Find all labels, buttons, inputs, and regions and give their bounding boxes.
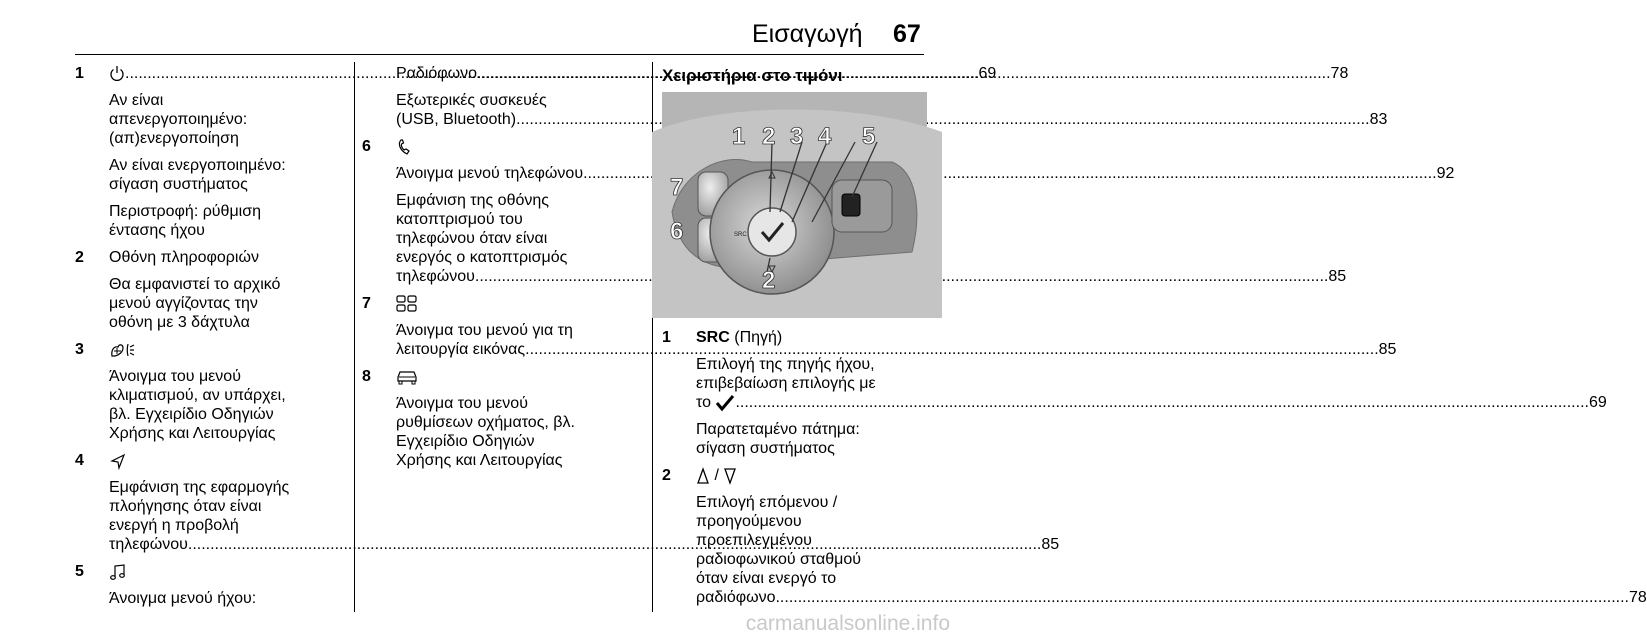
music-note-icon [109, 562, 127, 581]
wheel-label-2: 2 [762, 123, 776, 150]
toc-entry[interactable] [696, 393, 1607, 412]
item-number: 1 [662, 329, 671, 346]
text-line: βλ. Εγχειρίδιο Οδηγιών [109, 406, 274, 423]
page-ref: 69 [978, 65, 997, 82]
watermark: carmanualsonline.info [745, 612, 950, 635]
text-line: Εξωτερικές συσκευές [396, 92, 547, 109]
text-line: ενεργός ο κατοπτρισμός [396, 249, 568, 266]
item-number: 6 [362, 138, 371, 155]
phone-icon [396, 137, 412, 156]
item-1-desc-2 [109, 156, 347, 194]
text-line: Αν είναι ενεργοποιημένο: [109, 157, 286, 174]
column-divider-1 [354, 62, 355, 612]
text-line: Εμφάνιση της οθόνης [396, 192, 549, 209]
text-line: απενεργοποιημένο: [109, 111, 248, 128]
text-line: Θα εμφανιστεί το αρχικό [109, 276, 281, 293]
text-line: προεπιλεγμένου [696, 532, 812, 549]
down-triangle-icon [723, 467, 737, 484]
header-rule [75, 54, 924, 55]
apps-grid-icon [396, 294, 418, 313]
text-line: ρυθμίσεων οχήματος, βλ. [396, 414, 575, 431]
entry-text: ραδιόφωνο [696, 589, 776, 606]
external-devices-entry[interactable] [396, 91, 1388, 129]
page-ref: 78 [1628, 589, 1647, 606]
wheel-label-7: 7 [670, 174, 684, 201]
text-line: (απ)ενεργοποίηση [109, 130, 239, 147]
text-line: οθόνη με 3 δάχτυλα [109, 314, 250, 331]
wheel-label-5: 5 [862, 123, 876, 150]
item-number: 1 [75, 65, 84, 82]
text-line: Χρήσης και Λειτουργίας [396, 452, 563, 469]
item-1-desc-3 [109, 202, 347, 240]
text-line: πλοήγησης όταν είναι [109, 498, 262, 515]
car-icon [396, 367, 418, 386]
text-line: έντασης ήχου [109, 222, 205, 239]
legend-item-1-desc [696, 355, 1607, 412]
climate-icon [109, 340, 137, 359]
item-6 [362, 137, 635, 156]
item-number: 2 [662, 467, 671, 484]
page-ref: 92 [1436, 165, 1455, 182]
text-line: όταν είναι ενεργό το [696, 570, 837, 587]
navigation-icon [109, 451, 127, 470]
text-line: Εμφάνιση της εφαρμογής [109, 479, 290, 496]
text-line: ραδιοφωνικού σταθμού [696, 551, 862, 568]
text-line: προηγούμενου [696, 513, 802, 530]
page-ref: 78 [1330, 65, 1349, 82]
text-line: μενού αγγίζοντας την [109, 295, 258, 312]
item-3-desc [109, 367, 347, 443]
src-button-label: SRC [734, 232, 747, 238]
text-line: σίγαση συστήματος [109, 176, 248, 193]
text-line: κλιματισμού, αν υπάρχει, [109, 387, 286, 404]
entry-text: το [696, 394, 711, 411]
item-number: 3 [75, 341, 84, 358]
legend-item-1 [662, 328, 927, 347]
text-line: Άνοιγμα του μενού [109, 368, 241, 385]
text-line: Άνοιγμα του μενού για τη [396, 322, 573, 339]
page-ref: 85 [1328, 268, 1347, 285]
item-2-desc [109, 275, 347, 332]
text-line: Άνοιγμα μενού ήχου: [109, 590, 257, 607]
toc-entry[interactable] [396, 164, 1455, 183]
text-line: σίγαση συστήματος [696, 440, 835, 457]
item-number: 5 [75, 563, 84, 580]
item-8-desc [396, 394, 635, 470]
legend-item-1-desc-2 [696, 420, 927, 458]
page-ref: 85 [1378, 341, 1397, 358]
up-triangle-icon [696, 467, 710, 484]
item-3 [75, 340, 347, 359]
checkmark-icon [715, 394, 735, 411]
legend-item-2 [662, 466, 927, 485]
item-2 [75, 248, 347, 267]
entry-text: (USB, Bluetooth) [396, 111, 517, 128]
text-line: Χρήσης και Λειτουργίας [109, 425, 276, 442]
entry-text: τηλεφώνου [396, 268, 475, 285]
item-number: 8 [362, 368, 371, 385]
wheel-label-4: 4 [818, 123, 832, 150]
text-line: Άνοιγμα του μενού [396, 395, 528, 412]
item-number: 2 [75, 249, 84, 266]
text-line: ενεργή η προβολή [109, 517, 239, 534]
item-8 [362, 367, 635, 386]
separator: / [714, 467, 719, 484]
steering-wheel-illustration [662, 92, 927, 318]
page-number: 67 [893, 20, 921, 48]
entry-text: Ραδιόφωνο [396, 65, 478, 82]
item-5-desc [109, 589, 347, 608]
item-1-desc-1 [109, 91, 347, 148]
page-ref: 85 [1041, 536, 1060, 553]
power-icon [109, 64, 125, 83]
page-ref: 69 [1588, 394, 1607, 411]
text-line: Εγχειρίδιο Οδηγιών [396, 433, 535, 450]
toc-entry[interactable] [396, 267, 1347, 286]
text-line: επιβεβαίωση επιλογής με [696, 375, 876, 392]
text-line: κατοπτρισμού του [396, 211, 523, 228]
wheel-label-1: 1 [732, 123, 746, 150]
wheel-label-6: 6 [670, 218, 684, 245]
section-title: Χειριστήρια στο τιμόνι [662, 66, 843, 85]
text-line: Αν είναι [109, 92, 164, 109]
toc-entry[interactable] [696, 588, 1647, 607]
item-7 [362, 294, 635, 313]
entry-text: Άνοιγμα μενού τηλεφώνου [396, 165, 584, 182]
page-ref: 83 [1369, 111, 1388, 128]
wheel-label-2-bottom: 2 [762, 267, 776, 294]
key-label: SRC [696, 329, 730, 346]
item-5 [75, 562, 347, 581]
item-title: Οθόνη πληροφοριών [109, 249, 259, 266]
item-4 [75, 451, 347, 470]
text-line: Παρατεταμένο πάτημα: [696, 421, 860, 438]
entry-text: τηλεφώνου [109, 536, 188, 553]
wheel-label-3: 3 [790, 123, 804, 150]
item-6-desc [396, 164, 1455, 183]
item-number: 7 [362, 295, 371, 312]
text-line: Επιλογή της πηγής ήχου, [696, 356, 875, 373]
item-number: 4 [75, 452, 84, 469]
toc-entry[interactable] [396, 340, 1397, 359]
text-line: Επιλογή επόμενου / [696, 494, 838, 511]
entry-text: λειτουργία εικόνας [396, 341, 526, 358]
key-desc: (Πηγή) [734, 329, 783, 346]
text-line: Περιστροφή: ρύθμιση [109, 203, 261, 220]
text-line: τηλεφώνου όταν είναι [396, 230, 548, 247]
running-title: Εισαγωγή [752, 20, 863, 48]
